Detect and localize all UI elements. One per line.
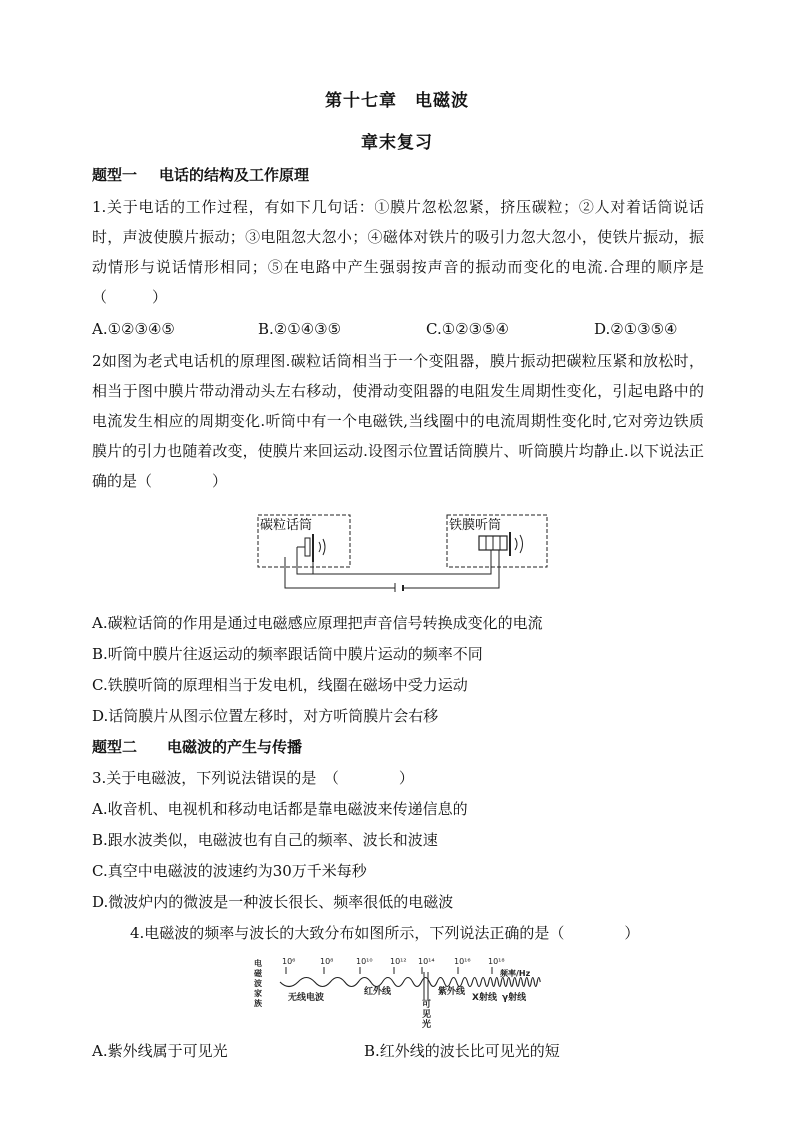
section2-heading-label: 题型二	[92, 738, 138, 756]
tick-label: 10¹²	[390, 957, 407, 966]
svg-text:家: 家	[254, 989, 262, 998]
spectrum-wave	[280, 978, 540, 987]
q1-option-b: B.②①④③⑤	[258, 320, 342, 338]
q3-option-a: A.收音机、电视机和移动电话都是靠电磁波来传递信息的	[92, 800, 468, 818]
section1-heading	[92, 164, 309, 185]
tick-label: 10¹⁰	[356, 957, 373, 966]
band-visible: 可	[422, 1000, 432, 1010]
q2-option-b: B.听筒中膜片往返运动的频率跟话筒中膜片运动的频率不同	[92, 645, 483, 663]
em-spectrum-diagram	[250, 954, 550, 1036]
band-xray: X射线	[472, 993, 497, 1003]
band-infrared: 红外线	[364, 987, 392, 997]
tick-label: 10⁶	[282, 957, 296, 966]
svg-text:波: 波	[254, 979, 262, 988]
band-gamma: γ射线	[502, 993, 527, 1003]
receiver-label: 铁膜听筒	[449, 518, 502, 533]
q1-option-a: A.①②③④⑤	[92, 320, 175, 338]
svg-text:族: 族	[254, 999, 262, 1008]
section2-heading	[92, 736, 302, 757]
band-radio: 无线电波	[288, 993, 325, 1003]
svg-text:磁: 磁	[254, 969, 262, 978]
mic-sound-wave-icon	[319, 539, 325, 555]
section-title: 章末复习	[361, 133, 433, 153]
q3-option-d: D.微波炉内的微波是一种波长很长、频率很低的电磁波	[92, 893, 454, 911]
svg-text:见: 见	[422, 1010, 432, 1020]
section1-heading-label: 题型一	[92, 166, 138, 184]
receiver-sound-wave-icon	[515, 535, 523, 553]
q1-option-c: C.①②③⑤④	[426, 320, 509, 338]
tick-label: 10¹⁸	[488, 957, 505, 966]
q1-option-d: D.②①③⑤④	[594, 320, 678, 338]
question-2-text: 2如图为老式电话机的原理图.碳粒话筒相当于一个变阻器，膜片振动把碳粒压紧和放松时，相当于图中膜片带动滑动头左右移动，使滑动变阻器的电阻发生周期性变化，引起电路中的电流发生相应的周期变化.听筒中有一个电磁铁,当线圈中的电流周期性变化时,它对旁边铁质膜片的引力也随着改变，使膜片来回运动.设图示位置话筒膜片、听筒膜片均静止.以下说法正确的是（ ）	[92, 352, 704, 490]
question-4-text: 4.电磁波的频率与波长的大致分布如图所示，下列说法正确的是（ ）	[130, 924, 640, 942]
band-ultraviolet: 紫外线	[438, 987, 466, 997]
q3-option-c: C.真空中电磁波的波速约为30万千米每秒	[92, 862, 367, 880]
wire-middle	[313, 550, 491, 574]
telephone-circuit-diagram	[255, 512, 550, 592]
mic-resistor	[305, 538, 310, 556]
q4-option-b: B.红外线的波长比可见光的短	[364, 1042, 560, 1060]
q2-option-c: C.铁膜听筒的原理相当于发电机，线圈在磁场中受力运动	[92, 676, 468, 694]
section1-heading-text: 电话的结构及工作原理	[159, 166, 310, 184]
tick-label: 10¹⁴	[418, 957, 435, 966]
frequency-ticks	[282, 957, 531, 978]
chapter-title: 第十七章 电磁波	[325, 91, 469, 111]
tick-label: 10¹⁶	[454, 957, 471, 966]
family-label-char-1: 电	[254, 959, 262, 968]
wire-bottom-right	[403, 550, 499, 588]
question-1-options	[92, 320, 704, 344]
microphone-label: 碳粒话筒	[260, 518, 313, 533]
q2-option-d: D.话筒膜片从图示位置左移时，对方听筒膜片会右移	[92, 707, 439, 725]
frequency-axis-label: 频率/Hz	[500, 969, 531, 978]
svg-text:光: 光	[422, 1020, 432, 1030]
question-3-text: 3.关于电磁波，下列说法错误的是 （ ）	[92, 769, 414, 787]
q2-option-a: A.碳粒话筒的作用是通过电磁感应原理把声音信号转换成变化的电流	[92, 614, 543, 632]
question-1-text: 1.关于电话的工作过程，有如下几句话：①膜片忽松忽紧，挤压碳粒；②人对着话筒说话时，声波使膜片振动；③电阻忽大忽小；④磁体对铁片的吸引力忽大忽小，使铁片振动，振动情形与说话情形相同；⑤在电路中产生强弱按声音的振动而变化的电流.合理的顺序是 （ ）	[92, 198, 720, 306]
q4-option-a: A.紫外线属于可见光	[92, 1042, 228, 1060]
q3-option-b: B.跟水波类似，电磁波也有自己的频率、波长和波速	[92, 831, 438, 849]
wire-bottom-left	[285, 557, 395, 588]
tick-label: 10⁸	[320, 957, 334, 966]
section2-heading-text: 电磁波的产生与传播	[167, 738, 303, 756]
